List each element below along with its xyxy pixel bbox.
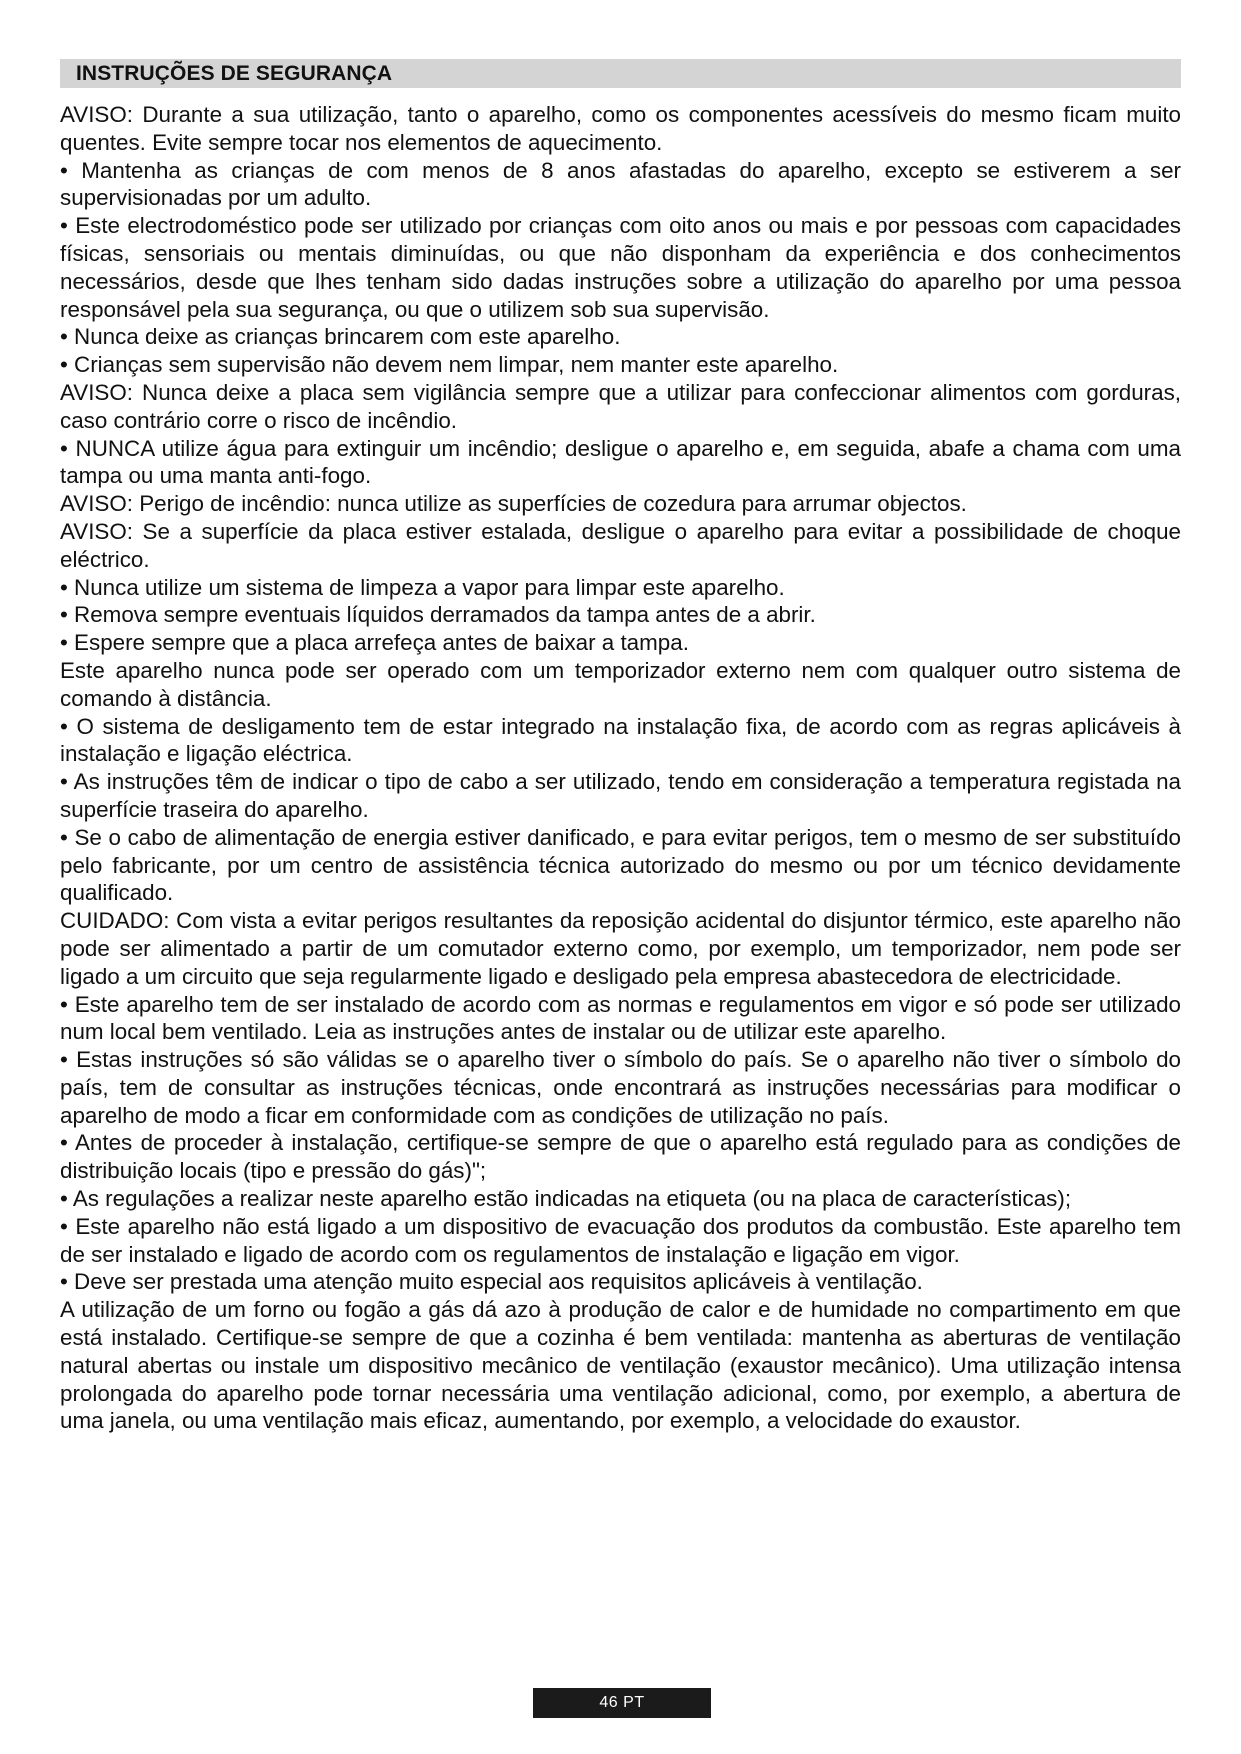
paragraph-23: • Deve ser prestada uma atenção muito especial aos requisitos aplicáveis à ventilação. bbox=[60, 1269, 923, 1295]
paragraph-8: AVISO: Perigo de incêndio: nunca utilize as superfícies de cozedura para arrumar objectos. bbox=[60, 491, 967, 517]
paragraph-5: • Crianças sem supervisão não devem nem limpar, nem manter este aparelho. bbox=[60, 352, 839, 378]
paragraph-20: • Antes de proceder à instalação, certifique-se sempre de que o aparelho está regulado para as condições de distribuição locais (tipo e pressão do gás)"; bbox=[60, 1130, 1181, 1184]
page-number-label: 46 PT bbox=[599, 1694, 645, 1711]
paragraph-9: AVISO: Se a superfície da placa estiver estalada, desligue o aparelho para evitar a possibilidade de choque eléctrico. bbox=[60, 518, 1181, 572]
paragraph-4: • Nunca deixe as crianças brincarem com este aparelho. bbox=[60, 324, 621, 350]
paragraph-14: • O sistema de desligamento tem de estar integrado na instalação fixa, de acordo com as regras aplicáveis à instalação e ligação eléctrica. bbox=[60, 713, 1181, 767]
paragraph-21: • As regulações a realizar neste aparelho estão indicadas na etiqueta (ou na placa de características); bbox=[60, 1186, 1072, 1212]
paragraph-7: • NUNCA utilize água para extinguir um incêndio; desligue o aparelho e, em seguida, abafe a chama com uma tampa ou uma manta anti-fogo. bbox=[60, 435, 1181, 489]
paragraph-2: • Mantenha as crianças de com menos de 8 anos afastadas do aparelho, excepto se estiverem a ser supervisionadas por um adulto. bbox=[60, 157, 1181, 211]
paragraph-6: AVISO: Nunca deixe a placa sem vigilância sempre que a utilizar para confeccionar alimentos com gorduras, caso contrário corre o risco de incêndio. bbox=[60, 379, 1181, 433]
paragraph-22: • Este aparelho não está ligado a um dispositivo de evacuação dos produtos da combustão. Este aparelho tem de ser instalado e ligado de acordo com os regulamentos de instalação e ligação em vigor. bbox=[60, 1213, 1181, 1267]
paragraph-10: • Nunca utilize um sistema de limpeza a vapor para limpar este aparelho. bbox=[60, 574, 785, 600]
paragraph-3: • Este electrodoméstico pode ser utilizado por crianças com oito anos ou mais e por pessoas com capacidades físicas, sensoriais ou mentais diminuídas, ou que não disponham da experiência e dos conhecimentos necessários, desde que lhes tenham sido dadas instruções sobre a utilização do aparelho por uma pessoa responsável pela sua segurança, ou que o utilizem sob sua supervisão. bbox=[60, 213, 1181, 322]
paragraph-12: • Espere sempre que a placa arrefeça antes de baixar a tampa. bbox=[60, 630, 689, 656]
paragraph-1: AVISO: Durante a sua utilização, tanto o aparelho, como os componentes acessíveis do mesmo ficam muito quentes. Evite sempre tocar nos elementos de aquecimento. bbox=[60, 102, 1181, 155]
document-page bbox=[60, 59, 1181, 1435]
paragraph-19: • Estas instruções só são válidas se o aparelho tiver o símbolo do país. Se o aparelho não tiver o símbolo do país, tem de consultar as instruções técnicas, onde encontrará as instruções necessárias para modificar o aparelho de modo a ficar em conformidade com as condições de utilização no país. bbox=[60, 1047, 1181, 1128]
section-title-bar bbox=[60, 59, 1181, 88]
page-number-badge bbox=[533, 1688, 711, 1718]
safety-instructions-body bbox=[60, 101, 1181, 1435]
paragraph-13: Este aparelho nunca pode ser operado com um temporizador externo nem com qualquer outro sistema de comando à distância. bbox=[60, 657, 1181, 711]
section-title: INSTRUÇÕES DE SEGURANÇA bbox=[76, 61, 393, 85]
paragraph-16: • Se o cabo de alimentação de energia estiver danificado, e para evitar perigos, tem o mesmo de ser substituído pelo fabricante, por um centro de assistência técnica autorizado do mesmo ou por um técnico devidamente qualificado. bbox=[60, 824, 1181, 906]
paragraph-18: • Este aparelho tem de ser instalado de acordo com as normas e regulamentos em vigor e só pode ser utilizado num local bem ventilado. Leia as instruções antes de instalar ou de utilizar este aparelho. bbox=[60, 991, 1181, 1045]
paragraph-24: A utilização de um forno ou fogão a gás dá azo à produção de calor e de humidade no compartimento em que está instalado. Certifique-se sempre de que a cozinha é bem ventilada: mantenha as aberturas de ventilação natural abertas ou instale um dispositivo mecânico de ventilação (exaustor mecânico). Uma utilização intensa prolongada do aparelho pode tornar necessária uma ventilação adicional, como, por exemplo, a abertura de uma janela, ou uma ventilação mais eficaz, aumentando, por exemplo, a velocidade do exaustor. bbox=[60, 1297, 1181, 1434]
paragraph-15: • As instruções têm de indicar o tipo de cabo a ser utilizado, tendo em consideração a temperatura registada na superfície traseira do aparelho. bbox=[60, 769, 1181, 822]
paragraph-17: CUIDADO: Com vista a evitar perigos resultantes da reposição acidental do disjuntor térmico, este aparelho não pode ser alimentado a partir de um comutador externo como, por exemplo, um temporizador, nem pode ser ligado a um circuito que seja regularmente ligado e desligado pela empresa abastecedora de electricidade. bbox=[60, 908, 1181, 989]
paragraph-11: • Remova sempre eventuais líquidos derramados da tampa antes de a abrir. bbox=[60, 602, 816, 628]
